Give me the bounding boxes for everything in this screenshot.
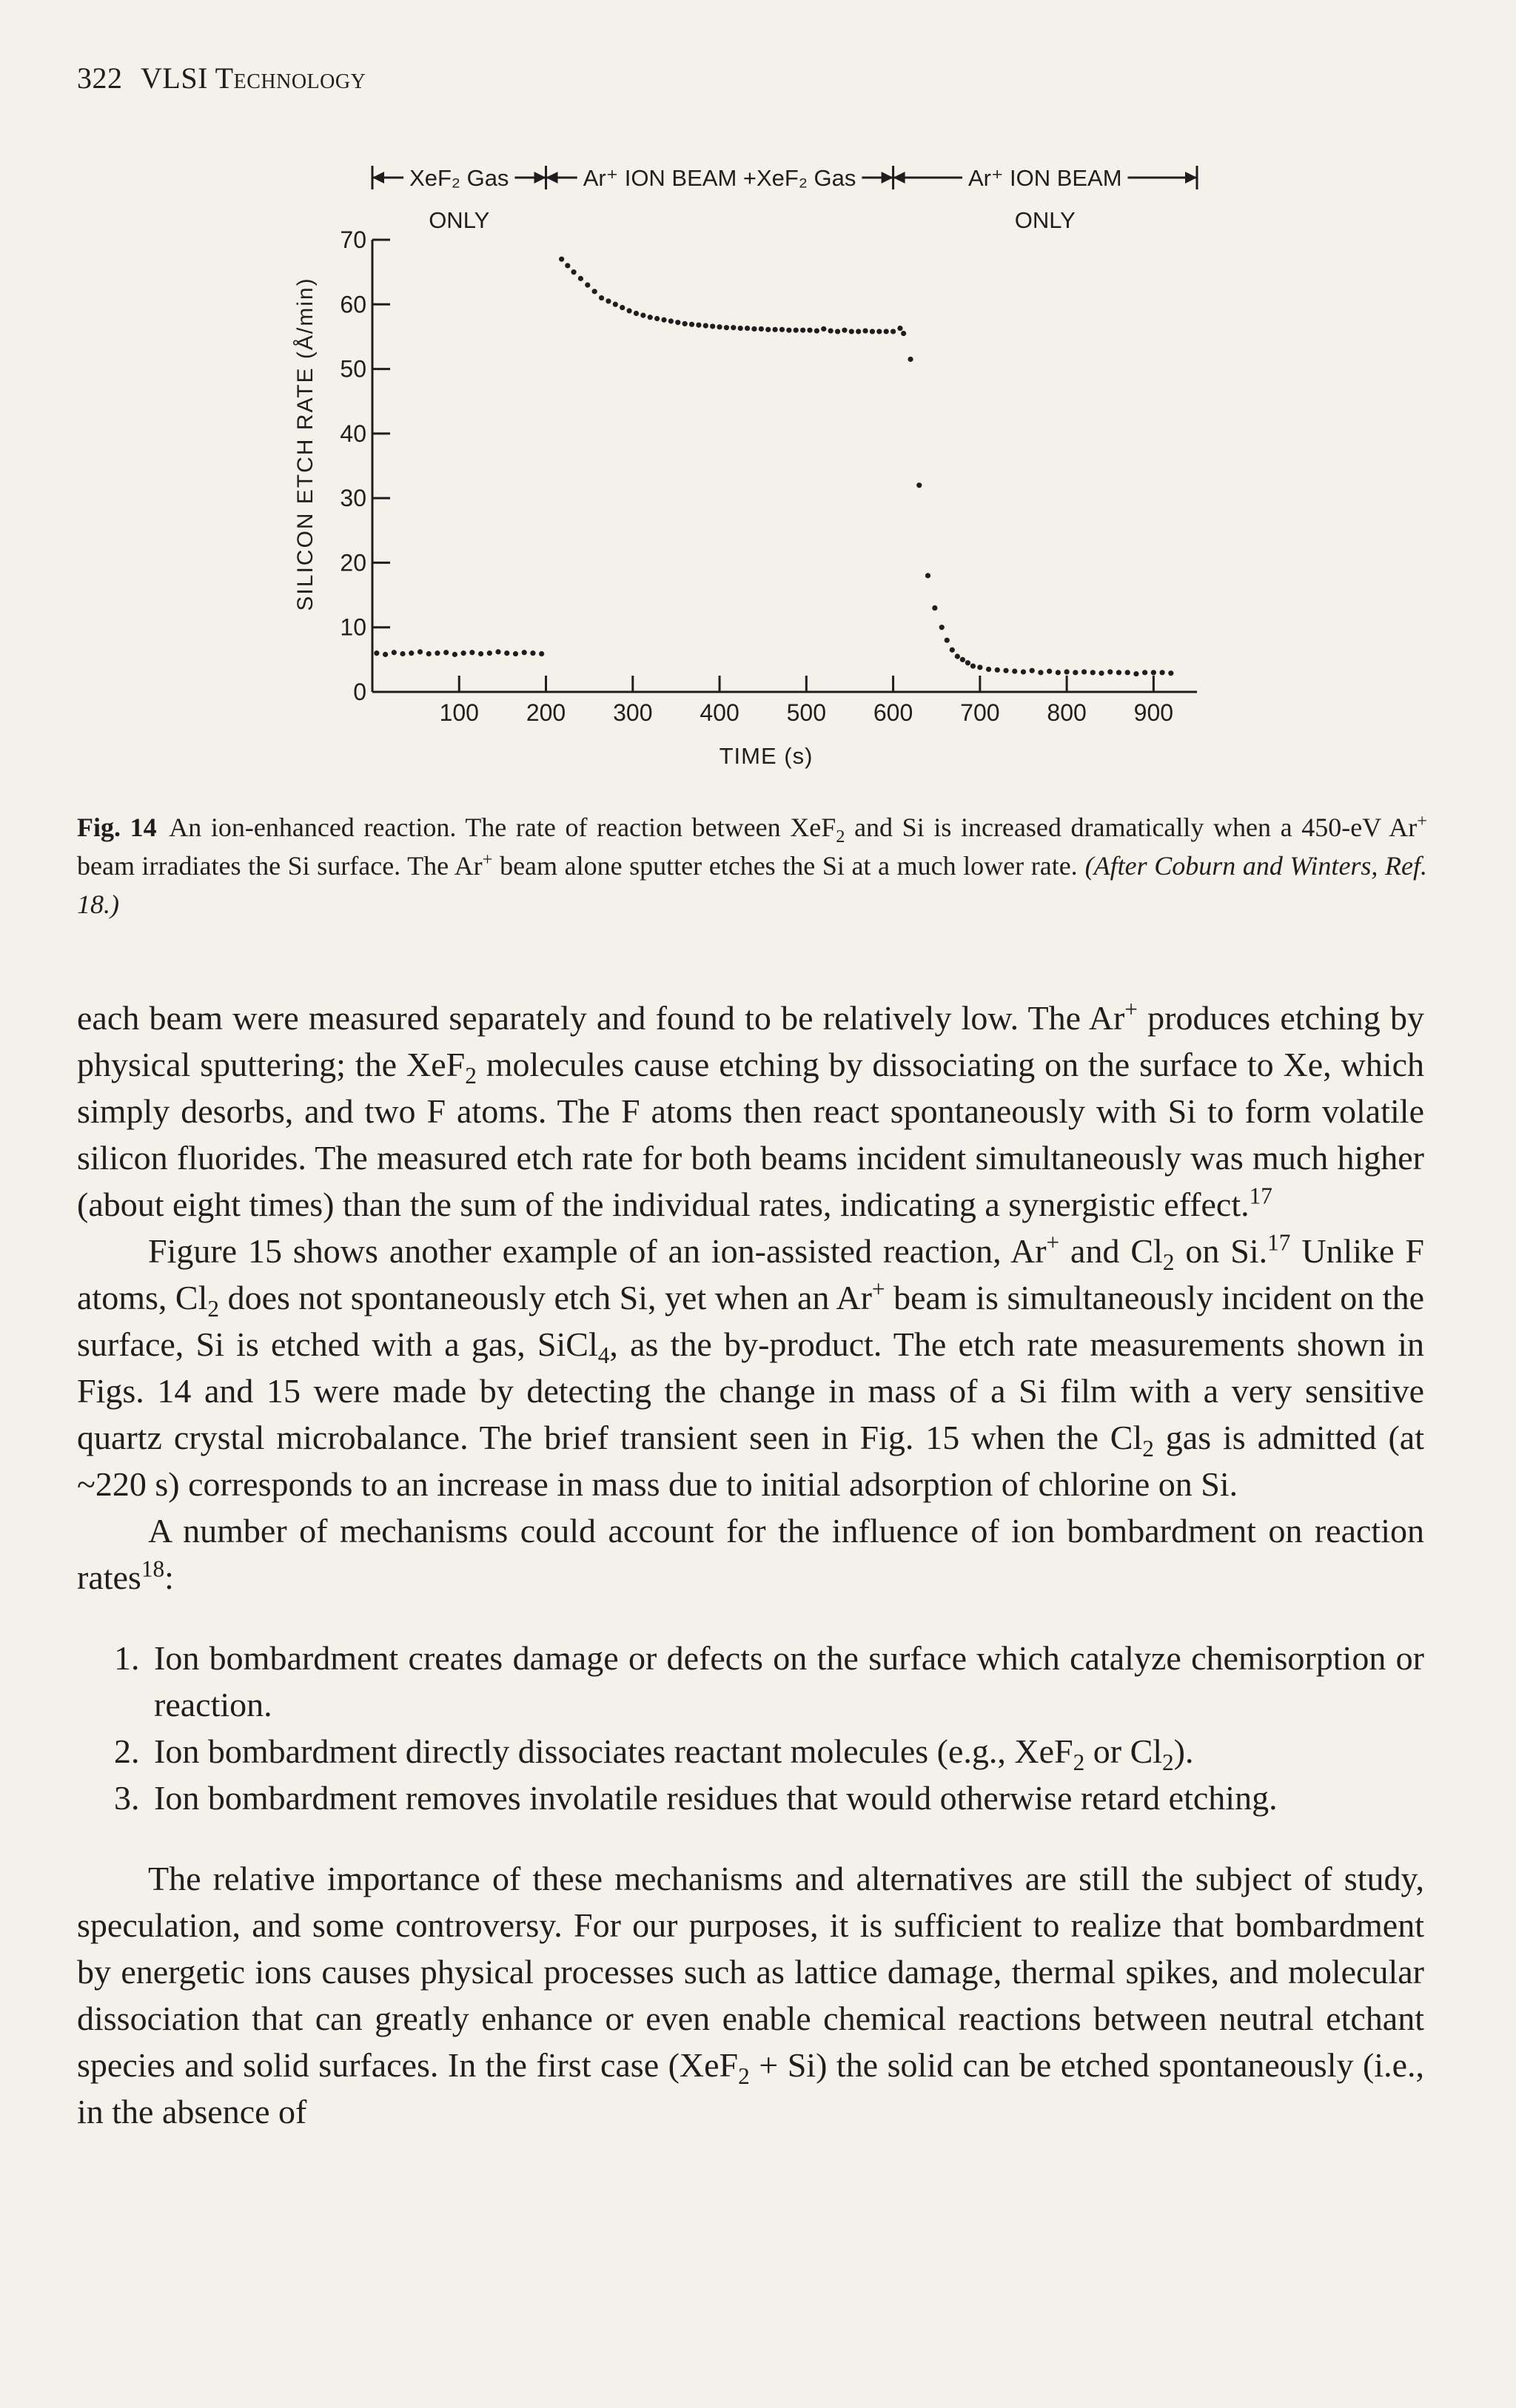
data-point xyxy=(1081,669,1087,674)
phase-arrow xyxy=(534,172,546,184)
data-point xyxy=(675,320,680,325)
data-point xyxy=(1159,670,1164,675)
data-point xyxy=(1056,670,1061,675)
data-point xyxy=(400,651,405,656)
x-tick-label: 600 xyxy=(873,699,913,726)
data-point xyxy=(786,328,791,333)
x-axis-label: TIME (s) xyxy=(719,743,814,769)
data-point xyxy=(504,650,509,656)
data-point xyxy=(565,263,570,268)
paragraph-4: The relative importance of these mechanisms and alternatives are still the subject of study, speculation, and some controversy. For our purposes, it is sufficient to realize that bombardment by energetic ions causes physical processes such as lattice damage, thermal spikes, and molecular dissociation that can greatly enhance or even enable chemical reactions between neutral etchant species and solid surfaces. In the first case (XeF$_2$ + Si) the solid can be etched spontaneously (i.e., in the absence of xyxy=(77,1860,1425,2130)
data-point xyxy=(585,283,590,288)
phase-label: XeF₂ Gas xyxy=(409,165,509,191)
data-point xyxy=(606,298,611,303)
data-point xyxy=(689,322,694,327)
data-point xyxy=(374,650,379,656)
mechanism-list xyxy=(77,1635,1424,1821)
data-point xyxy=(435,650,440,656)
x-tick-label: 900 xyxy=(1133,699,1174,726)
data-point xyxy=(478,651,483,656)
data-point xyxy=(821,326,826,332)
y-tick-label: 0 xyxy=(353,679,366,705)
data-point xyxy=(392,650,397,655)
list-item: 3. Ion bombardment removes involatile residues that would otherwise retard etching. xyxy=(148,1775,1424,1821)
y-tick-label: 30 xyxy=(340,485,366,512)
data-points xyxy=(374,257,1173,677)
caption-label: Fig. 14 xyxy=(77,813,157,842)
data-point xyxy=(571,269,576,275)
data-point xyxy=(986,667,991,672)
data-point xyxy=(970,663,976,668)
data-point xyxy=(1125,670,1130,675)
list-item: 1. Ion bombardment creates damage or defects on the surface which catalyze chemisorption or reaction. xyxy=(148,1635,1424,1728)
data-point xyxy=(487,650,492,656)
data-point xyxy=(849,329,854,334)
data-point xyxy=(1073,670,1078,675)
data-point xyxy=(530,650,535,656)
x-tick-label: 300 xyxy=(613,699,653,726)
phase-arrow xyxy=(546,172,558,184)
data-point xyxy=(599,295,604,300)
data-point xyxy=(469,650,474,655)
data-point xyxy=(495,649,500,654)
data-point xyxy=(939,625,945,630)
data-point xyxy=(891,329,896,334)
data-point xyxy=(1003,668,1008,673)
data-point xyxy=(417,649,423,654)
data-point xyxy=(738,326,743,331)
data-point xyxy=(1038,670,1043,675)
data-point xyxy=(884,329,889,334)
data-point xyxy=(876,329,882,334)
data-point xyxy=(901,331,906,336)
data-point xyxy=(897,326,902,331)
phase-arrow xyxy=(893,172,905,184)
data-point xyxy=(668,318,674,323)
x-tick-label: 100 xyxy=(439,699,479,726)
data-point xyxy=(682,321,688,326)
data-point xyxy=(696,323,701,328)
data-point xyxy=(613,302,618,307)
data-point xyxy=(916,482,922,488)
data-point xyxy=(977,665,982,670)
data-point xyxy=(828,328,834,333)
data-point xyxy=(960,657,965,662)
running-title: VLSI Technology xyxy=(141,61,366,95)
data-point xyxy=(862,328,868,333)
y-tick-label: 70 xyxy=(340,226,366,253)
paragraph-1: each beam were measured separately and found to be relatively low. The Ar+ produces etching by physical sputtering; the XeF$_2$ molecules cause etching by dissociating on the surface to Xe, which simply desorbs, and two F atoms. The F atoms then react spontaneously with Si to form volatile silicon fluorides. The measured etch rate for both beams incident simultaneously was much higher (about eight times) than the sum of the individual rates, indicating a synergistic effect.$^{17}$ xyxy=(77,996,1424,1223)
data-point xyxy=(773,327,778,332)
data-point xyxy=(950,648,955,653)
data-point xyxy=(765,327,771,332)
data-point xyxy=(640,313,645,318)
figure-caption: Fig. 14 An ion-enhanced reaction. The rate of reaction between XeF$_2$ and Si is increased dramatically when a 450-eV Ar+ beam irradiates the Si surface. The Ar+ beam alone sputter etches the Si at a much lower rate. (After Coburn and Winters, Ref. 18.) xyxy=(77,811,1427,919)
phase-label: Ar⁺ ION BEAM +XeF₂ Gas xyxy=(583,165,856,191)
data-point xyxy=(1021,669,1026,674)
phase-sublabel: ONLY xyxy=(429,207,490,233)
data-point xyxy=(703,323,708,328)
data-point xyxy=(800,328,805,333)
data-point xyxy=(995,667,1000,673)
data-point xyxy=(856,329,861,334)
data-point xyxy=(443,650,449,655)
data-point xyxy=(965,660,970,665)
chart-axes xyxy=(340,226,1197,726)
data-point xyxy=(626,308,631,313)
y-tick-label: 50 xyxy=(340,355,366,383)
y-axis-label: SILICON ETCH RATE (Å/min) xyxy=(293,277,318,611)
x-tick-label: 800 xyxy=(1047,699,1087,726)
data-point xyxy=(452,652,457,657)
data-point xyxy=(461,650,466,656)
x-tick-label: 700 xyxy=(960,699,1000,726)
data-point xyxy=(1064,669,1070,674)
data-point xyxy=(1030,668,1035,673)
data-point xyxy=(932,605,937,611)
data-point xyxy=(1142,670,1147,675)
data-point xyxy=(648,315,653,320)
data-point xyxy=(1090,670,1096,675)
data-point xyxy=(513,651,518,656)
data-point xyxy=(779,327,785,332)
data-point xyxy=(759,326,764,332)
paragraph-3: A number of mechanisms could account for the influence of ion bombardment on reaction rates$^{18}$: xyxy=(77,1512,1424,1596)
data-point xyxy=(578,276,583,281)
data-point xyxy=(724,325,729,330)
data-point xyxy=(925,573,930,578)
phase-label: Ar⁺ ION BEAM xyxy=(968,165,1122,191)
data-point xyxy=(539,651,544,656)
data-point xyxy=(1133,671,1138,676)
data-point xyxy=(814,328,819,333)
data-point xyxy=(1116,670,1121,675)
data-point xyxy=(745,326,750,331)
data-point xyxy=(717,324,722,329)
phase-sublabel: ONLY xyxy=(1014,207,1076,233)
data-point xyxy=(1168,670,1173,676)
body-text xyxy=(77,995,1424,2135)
data-point xyxy=(1107,669,1113,674)
data-point xyxy=(654,316,660,321)
caption-source: (After Coburn and Winters, Ref. 18.) xyxy=(77,851,1427,919)
data-point xyxy=(1099,670,1104,676)
x-tick-label: 200 xyxy=(526,699,566,726)
data-point xyxy=(794,328,799,333)
data-point xyxy=(383,652,388,657)
data-point xyxy=(807,328,812,333)
y-tick-label: 40 xyxy=(340,420,366,447)
data-point xyxy=(426,651,432,656)
phase-arrow xyxy=(372,172,384,184)
figure-14-chart xyxy=(0,0,1516,784)
data-point xyxy=(592,289,597,294)
x-tick-label: 500 xyxy=(786,699,827,726)
paragraph-2: Figure 15 shows another example of an ion-assisted reaction, Ar+ and $Cl_2$ on Si.$^{17}$ Unlike F atoms, $Cl_2$ does not spontaneously etch Si, yet when an Ar+ beam is simultaneously incident on the surface, Si is etched with a gas, SiCl$_4$, as the by-product. The etch rate measurements shown in Figs. 14 and 15 were made by detecting the change in mass of a Si film with a very sensitive quartz crystal microbalance. The brief transient seen in Fig. 15 when the $Cl_2$ gas is admitted (at ~220 s) corresponds to an increase in mass due to initial adsorption of chlorine on Si. xyxy=(77,1229,1425,1503)
data-point xyxy=(1047,668,1052,673)
x-tick-label: 400 xyxy=(700,699,739,726)
data-point xyxy=(842,328,847,333)
data-point xyxy=(559,257,564,262)
data-point xyxy=(908,357,913,362)
list-item: 2. Ion bombardment directly dissociates reactant molecules (e.g., XeF$_2$ or $Cl_2$). xyxy=(148,1728,1424,1775)
page-number: 322 xyxy=(77,61,123,95)
y-tick-label: 20 xyxy=(340,549,366,576)
data-point xyxy=(1151,670,1156,675)
y-tick-label: 10 xyxy=(340,613,366,641)
data-point xyxy=(522,650,527,655)
y-tick-label: 60 xyxy=(340,291,366,318)
phase-arrow xyxy=(882,172,893,184)
phase-arrow xyxy=(1185,172,1197,184)
data-point xyxy=(955,653,960,659)
data-point xyxy=(661,317,666,323)
data-point xyxy=(870,329,875,334)
data-point xyxy=(409,650,414,656)
data-point xyxy=(620,305,625,310)
data-point xyxy=(634,311,639,316)
data-point xyxy=(945,638,950,643)
data-point xyxy=(835,329,840,334)
data-point xyxy=(710,323,715,329)
data-point xyxy=(1012,668,1017,673)
phase-annotations xyxy=(372,165,1197,233)
data-point xyxy=(751,326,757,332)
data-point xyxy=(731,325,736,330)
